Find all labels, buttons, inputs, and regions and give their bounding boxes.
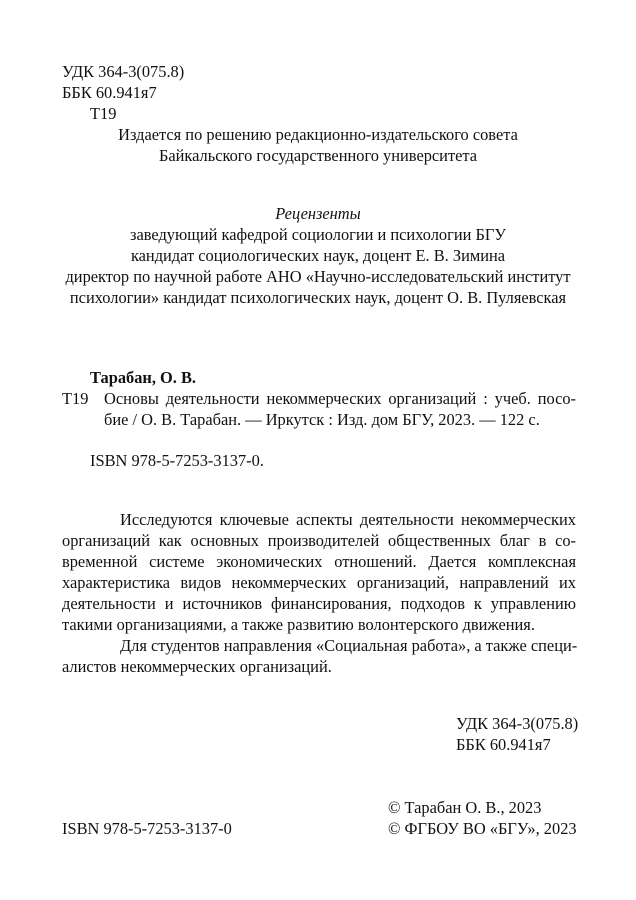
record-description-line-1: Основы деятельности некоммерческих организаций : учеб. посо- — [104, 389, 576, 408]
audience-line-2: алистов некоммерческих организаций. — [62, 657, 332, 676]
record-isbn: ISBN 978-5-7253-3137-0. — [90, 451, 264, 470]
reviewer-line-2: кандидат социологических наук, доцент Е. В. Зимина — [130, 246, 506, 265]
publisher-note-line-2: Байкальского государственного университета — [158, 146, 478, 165]
udk-code-bottom: УДК 364-3(075.8) — [456, 714, 579, 733]
bbk-code-bottom: ББК 60.941я7 — [456, 735, 551, 754]
reviewers-heading: Рецензенты — [275, 204, 361, 223]
reviewer-line-3: директор по научной работе АНО «Научно-исследовательский институт — [65, 267, 571, 286]
udk-code: УДК 364-3(075.8) — [62, 62, 185, 81]
record-author: Тарабан, О. В. — [90, 368, 197, 387]
abstract-line-1: Исследуются ключевые аспекты деятельности некоммерческих — [120, 510, 576, 529]
abstract-line-3: временной системе экономических отношений. Дается комплексная — [62, 552, 576, 571]
record-description-line-2: бие / О. В. Тарабан. — Иркутск : Изд. дом БГУ, 2023. — 122 с. — [104, 410, 540, 429]
bbk-code: ББК 60.941я7 — [62, 83, 157, 102]
abstract-line-6: такими организациями, а также развитию волонтерского движения. — [62, 615, 535, 634]
reviewer-line-4: психологии» кандидат психологических наук, доцент О. В. Пуляевская — [69, 288, 567, 307]
abstract-line-2: организаций как основных производителей общественных благ в со- — [62, 531, 576, 550]
author-mark: Т19 — [90, 104, 117, 123]
reviewer-line-1: заведующий кафедрой социологии и психологии БГУ — [130, 225, 506, 244]
copyright-org: © ФГБОУ ВО «БГУ», 2023 — [388, 819, 577, 838]
copyright-author: © Тарабан О. В., 2023 — [388, 798, 542, 817]
footer-isbn: ISBN 978-5-7253-3137-0 — [62, 819, 232, 838]
abstract-line-5: деятельности и источников финансирования, подходов к управлению — [62, 594, 576, 613]
abstract-line-4: характеристика видов некоммерческих организаций, направлений их — [62, 573, 576, 592]
publisher-note-line-1: Издается по решению редакционно-издательского совета — [118, 125, 518, 144]
record-mark: Т19 — [62, 389, 89, 408]
audience-line-1: Для студентов направления «Социальная работа», а также специ- — [120, 636, 578, 655]
